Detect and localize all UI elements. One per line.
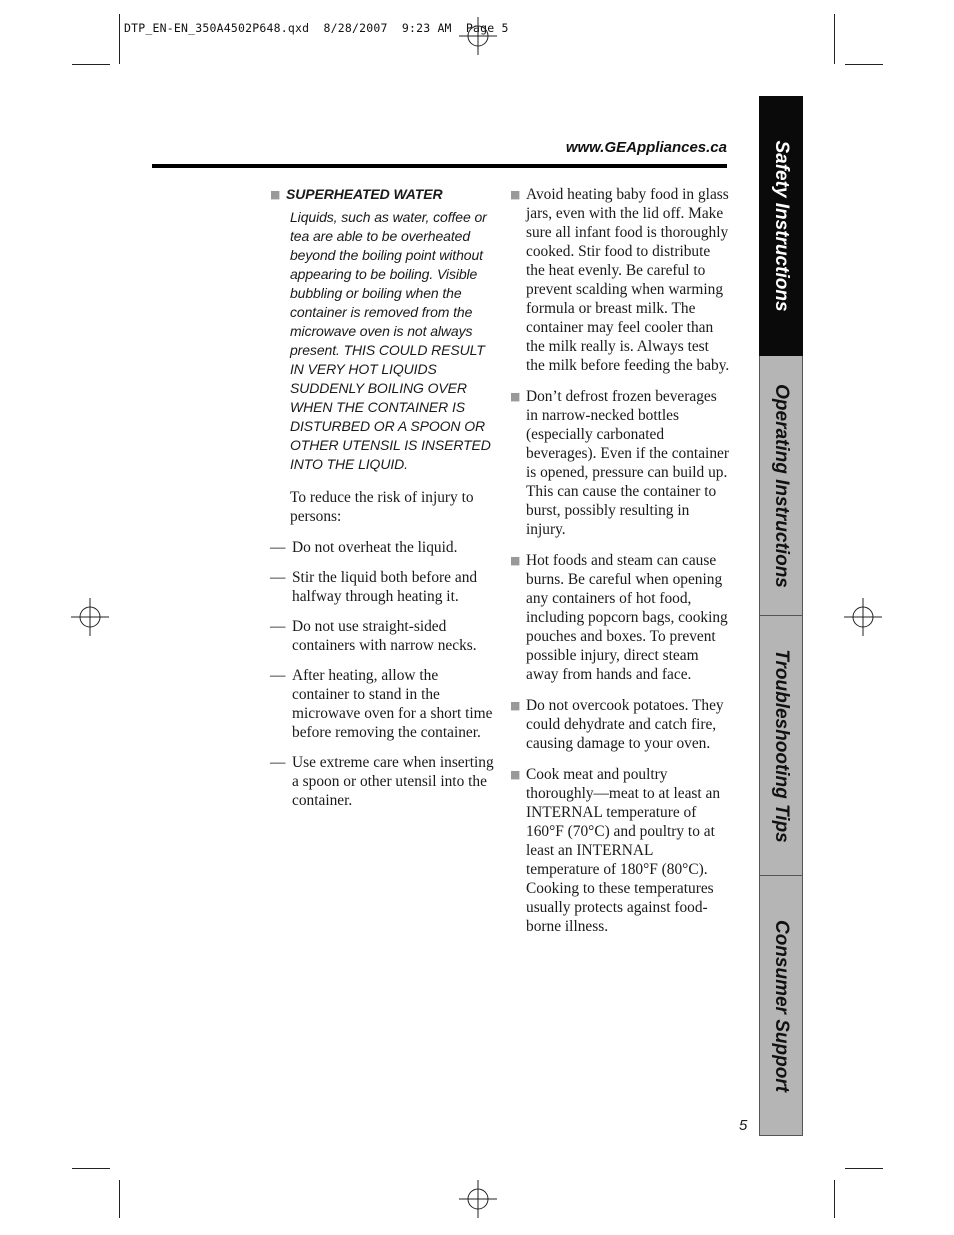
crop-mark <box>834 1180 835 1218</box>
dash-mark: — <box>270 667 286 684</box>
list-item-text: Don’t defrost frozen beverages in narrow-necked bottles (especially carbonated beverages). Even if the container is opened, pressure can build up. This can cause the container to burst, possibly resulting in injury. <box>526 388 729 538</box>
header-rule <box>152 164 727 168</box>
square-bullet-icon: ■ <box>510 699 521 712</box>
list-item-text: Do not overcook potatoes. They could dehydrate and catch fire, causing damage to your oven. <box>526 697 724 752</box>
square-bullet-icon: ■ <box>510 390 521 403</box>
list-item-text: After heating, allow the container to stand in the microwave oven for a short time before removing the container. <box>292 667 493 741</box>
list-item-text: Do not overheat the liquid. <box>292 539 458 556</box>
list-item <box>270 617 498 655</box>
crop-mark <box>72 64 110 65</box>
printer-slug: DTP_EN-EN_350A4502P648.qxd 8/28/2007 9:23 AM Page 5 <box>124 21 509 35</box>
section-title: SUPERHEATED WATER <box>286 186 443 202</box>
tab-label: Safety Instructions <box>771 140 792 312</box>
dash-mark: — <box>270 618 286 635</box>
left-column <box>270 185 498 821</box>
crop-mark <box>845 64 883 65</box>
crop-mark <box>834 14 835 64</box>
tab-operating-instructions[interactable] <box>759 356 803 616</box>
crop-mark <box>72 1168 110 1169</box>
risk-intro: To reduce the risk of injury to persons: <box>290 489 474 525</box>
tab-troubleshooting-tips[interactable] <box>759 616 803 876</box>
tab-label: Troubleshooting Tips <box>771 648 792 843</box>
list-item-text: Avoid heating baby food in glass jars, even with the lid off. Make sure all infant food is thoroughly cooked. Stir food to distribute the heat evenly. Be careful to prevent scalding when warming formula or breast milk. The container may feel cooler than the milk really is. Always test the milk before feeding the baby. <box>526 186 730 374</box>
crop-mark <box>119 1180 120 1218</box>
list-item <box>510 765 730 936</box>
page-number: 5 <box>739 1117 748 1134</box>
list-item-text: Cook meat and poultry thoroughly—meat to at least an INTERNAL temperature of 160°F (70°C) and poultry to at least an INTERNAL temperature of 180°F (80°C). Cooking to these temperatures usually protects against food-borne illness. <box>526 766 721 935</box>
registration-mark-icon <box>844 598 882 636</box>
tab-consumer-support[interactable] <box>759 876 803 1136</box>
registration-mark-icon <box>71 598 109 636</box>
dash-mark: — <box>270 754 286 771</box>
list-item-text: Hot foods and steam can cause burns. Be careful when opening any containers of hot food, including popcorn bags, cooking pouches and boxes. To prevent possible injury, direct steam away from hands and face. <box>526 552 728 683</box>
superheated-warning: Liquids, such as water, coffee or tea are able to be overheated beyond the boiling point without appearing to be boiling. Visible bubbling or boiling when the container is removed from the microwave oven is not always present. THIS COULD RESULT IN VERY HOT LIQUIDS SUDDENLY BOILING OVER WHEN THE CONTAINER IS DISTURBED OR A SPOON OR OTHER UTENSIL IS INSERTED INTO THE LIQUID. <box>290 209 491 472</box>
superheated-title-row <box>270 185 498 204</box>
list-item-text: Use extreme care when inserting a spoon or other utensil into the container. <box>292 754 494 809</box>
list-item <box>510 696 730 753</box>
list-item <box>270 538 498 557</box>
tab-label: Operating Instructions <box>771 383 792 588</box>
square-bullet-icon: ■ <box>510 188 521 201</box>
crop-mark <box>119 14 120 64</box>
crop-mark <box>845 1168 883 1169</box>
list-item <box>270 666 498 742</box>
list-item <box>510 387 730 539</box>
list-item <box>270 568 498 606</box>
tab-label: Consumer Support <box>771 919 792 1092</box>
list-item <box>270 753 498 810</box>
website-url: www.GEAppliances.ca <box>565 139 727 156</box>
dash-mark: — <box>270 539 286 556</box>
list-item-text: Do not use straight-sided containers with narrow necks. <box>292 618 477 654</box>
list-item <box>510 551 730 684</box>
list-item-text: Stir the liquid both before and halfway through heating it. <box>292 569 478 605</box>
square-bullet-icon: ■ <box>510 554 521 567</box>
dash-mark: — <box>270 569 286 586</box>
tab-safety-instructions[interactable] <box>759 96 803 356</box>
list-item <box>510 185 730 375</box>
section-tabs <box>759 96 803 1136</box>
registration-mark-icon <box>459 17 497 55</box>
square-bullet-icon: ■ <box>270 188 281 201</box>
right-column <box>510 185 730 948</box>
registration-mark-icon <box>459 1180 497 1218</box>
square-bullet-icon: ■ <box>510 768 521 781</box>
